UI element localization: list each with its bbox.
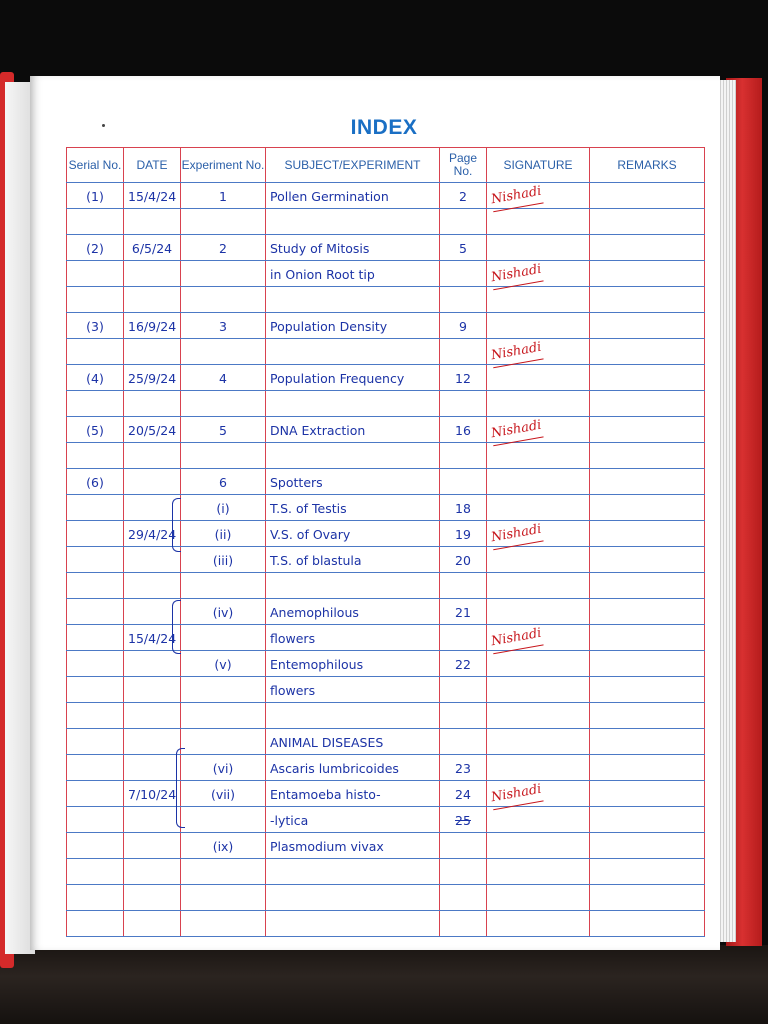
entry-date	[124, 677, 181, 703]
teacher-signature: Nishadi	[489, 181, 543, 212]
subject-text: flowers	[266, 625, 440, 651]
table-row	[67, 651, 705, 677]
serial-number: (3)	[67, 313, 124, 339]
serial-number	[67, 729, 124, 755]
entry-date	[124, 261, 181, 287]
table-row	[67, 365, 705, 391]
entry-date: 7/10/24	[124, 781, 181, 807]
table-row	[67, 573, 705, 599]
serial-number	[67, 625, 124, 651]
subject-text: ANIMAL DISEASES	[266, 729, 440, 755]
entry-date	[124, 651, 181, 677]
experiment-number	[181, 573, 266, 599]
subject-text: Population Frequency	[266, 365, 440, 391]
subject-text	[266, 911, 440, 937]
page-number: 18	[440, 495, 487, 521]
experiment-number	[181, 859, 266, 885]
table-row	[67, 521, 705, 547]
experiment-number	[181, 807, 266, 833]
experiment-number: 4	[181, 365, 266, 391]
signature-cell	[487, 339, 590, 365]
serial-number: (4)	[67, 365, 124, 391]
entry-date	[124, 807, 181, 833]
page-number: 9	[440, 313, 487, 339]
table-row	[67, 391, 705, 417]
teacher-signature: Nishadi	[489, 415, 543, 446]
signature-cell	[487, 833, 590, 859]
serial-number	[67, 287, 124, 313]
remarks-cell	[590, 911, 705, 937]
table-row	[67, 599, 705, 625]
subject-text: Study of Mitosis	[266, 235, 440, 261]
signature-cell	[487, 313, 590, 339]
table-row	[67, 547, 705, 573]
serial-number	[67, 209, 124, 235]
entry-date: 25/9/24	[124, 365, 181, 391]
remarks-cell	[590, 651, 705, 677]
remarks-cell	[590, 521, 705, 547]
signature-cell	[487, 521, 590, 547]
subject-text: Entemophilous	[266, 651, 440, 677]
serial-number	[67, 885, 124, 911]
entry-date	[124, 469, 181, 495]
serial-number	[67, 495, 124, 521]
experiment-number	[181, 339, 266, 365]
remarks-cell	[590, 339, 705, 365]
subject-text: V.S. of Ovary	[266, 521, 440, 547]
serial-number	[67, 755, 124, 781]
entry-date	[124, 703, 181, 729]
page-number	[440, 833, 487, 859]
col-remarks: REMARKS	[590, 148, 705, 183]
signature-cell	[487, 651, 590, 677]
signature-cell	[487, 729, 590, 755]
subject-text: Pollen Germination	[266, 183, 440, 209]
remarks-cell	[590, 261, 705, 287]
signature-cell	[487, 885, 590, 911]
page-number: 16	[440, 417, 487, 443]
remarks-cell	[590, 287, 705, 313]
signature-cell	[487, 469, 590, 495]
teacher-signature: Nishadi	[489, 519, 543, 550]
table-row	[67, 183, 705, 209]
remarks-cell	[590, 833, 705, 859]
serial-number	[67, 859, 124, 885]
subject-text	[266, 573, 440, 599]
experiment-number	[181, 209, 266, 235]
subject-text	[266, 287, 440, 313]
subject-text: Ascaris lumbricoides	[266, 755, 440, 781]
table-row	[67, 287, 705, 313]
serial-number	[67, 547, 124, 573]
page-number	[440, 287, 487, 313]
subject-text: T.S. of blastula	[266, 547, 440, 573]
entry-date: 15/4/24	[124, 183, 181, 209]
experiment-number: (iv)	[181, 599, 266, 625]
signature-cell	[487, 495, 590, 521]
experiment-number	[181, 443, 266, 469]
remarks-cell	[590, 859, 705, 885]
page-number: 19	[440, 521, 487, 547]
table-row	[67, 885, 705, 911]
remarks-cell	[590, 495, 705, 521]
signature-cell	[487, 599, 590, 625]
experiment-number: (vii)	[181, 781, 266, 807]
col-experiment: Experiment No.	[181, 148, 266, 183]
table-row	[67, 729, 705, 755]
experiment-number	[181, 391, 266, 417]
experiment-number: 6	[181, 469, 266, 495]
table-row	[67, 261, 705, 287]
subject-text: Spotters	[266, 469, 440, 495]
signature-cell	[487, 261, 590, 287]
entry-date	[124, 729, 181, 755]
teacher-signature: Nishadi	[489, 779, 543, 810]
table-row	[67, 313, 705, 339]
subject-text	[266, 443, 440, 469]
entry-date: 6/5/24	[124, 235, 181, 261]
subject-text: -lytica	[266, 807, 440, 833]
entry-date: 20/5/24	[124, 417, 181, 443]
page-number	[440, 469, 487, 495]
table-row	[67, 469, 705, 495]
experiment-number	[181, 287, 266, 313]
page-number: 25	[440, 807, 487, 833]
experiment-number: (vi)	[181, 755, 266, 781]
entry-date: 29/4/24	[124, 521, 181, 547]
page-number	[440, 703, 487, 729]
subject-text: Plasmodium vivax	[266, 833, 440, 859]
subject-text	[266, 209, 440, 235]
signature-cell	[487, 391, 590, 417]
serial-number	[67, 677, 124, 703]
experiment-number: 2	[181, 235, 266, 261]
page-title: INDEX	[350, 116, 418, 139]
entry-date	[124, 339, 181, 365]
signature-cell	[487, 417, 590, 443]
experiment-number	[181, 729, 266, 755]
page-number	[440, 443, 487, 469]
serial-number	[67, 339, 124, 365]
experiment-number	[181, 703, 266, 729]
signature-cell	[487, 547, 590, 573]
page-number	[440, 573, 487, 599]
entry-date	[124, 911, 181, 937]
serial-number	[67, 443, 124, 469]
remarks-cell	[590, 469, 705, 495]
experiment-number	[181, 677, 266, 703]
table-row	[67, 417, 705, 443]
serial-number	[67, 911, 124, 937]
serial-number: (2)	[67, 235, 124, 261]
table-row	[67, 235, 705, 261]
teacher-signature: Nishadi	[489, 259, 543, 290]
page-number: 12	[440, 365, 487, 391]
teacher-signature: Nishadi	[489, 623, 543, 654]
serial-number	[67, 573, 124, 599]
col-serial: Serial No.	[67, 148, 124, 183]
subject-text: flowers	[266, 677, 440, 703]
remarks-cell	[590, 677, 705, 703]
index-table	[66, 147, 705, 937]
experiment-number: (ix)	[181, 833, 266, 859]
page-number	[440, 729, 487, 755]
subject-text: in Onion Root tip	[266, 261, 440, 287]
remarks-cell	[590, 807, 705, 833]
page-number	[440, 677, 487, 703]
subject-text	[266, 885, 440, 911]
experiment-number: 1	[181, 183, 266, 209]
page-number	[440, 885, 487, 911]
remarks-cell	[590, 183, 705, 209]
serial-number: (1)	[67, 183, 124, 209]
entry-date	[124, 859, 181, 885]
experiment-number	[181, 261, 266, 287]
serial-number	[67, 261, 124, 287]
serial-number	[67, 703, 124, 729]
remarks-cell	[590, 573, 705, 599]
table-row	[67, 443, 705, 469]
page-number	[440, 625, 487, 651]
serial-number: (5)	[67, 417, 124, 443]
serial-number	[67, 781, 124, 807]
page-number: 21	[440, 599, 487, 625]
signature-cell	[487, 677, 590, 703]
col-signature: SIGNATURE	[487, 148, 590, 183]
experiment-number: (i)	[181, 495, 266, 521]
experiment-number: (ii)	[181, 521, 266, 547]
remarks-cell	[590, 755, 705, 781]
table-row	[67, 755, 705, 781]
remarks-cell	[590, 365, 705, 391]
page-number: 20	[440, 547, 487, 573]
experiment-number	[181, 885, 266, 911]
entry-date	[124, 443, 181, 469]
signature-cell	[487, 807, 590, 833]
subject-text	[266, 391, 440, 417]
bracket-group-1	[172, 498, 181, 552]
remarks-cell	[590, 547, 705, 573]
page-number	[440, 339, 487, 365]
page-number	[440, 391, 487, 417]
page-number: 2	[440, 183, 487, 209]
signature-cell	[487, 755, 590, 781]
signature-cell	[487, 287, 590, 313]
remarks-cell	[590, 209, 705, 235]
table-row	[67, 625, 705, 651]
table-row	[67, 339, 705, 365]
teacher-signature: Nishadi	[489, 337, 543, 368]
serial-number	[67, 807, 124, 833]
page-number: 22	[440, 651, 487, 677]
subject-text: Anemophilous	[266, 599, 440, 625]
serial-number	[67, 521, 124, 547]
table-row	[67, 209, 705, 235]
entry-date	[124, 885, 181, 911]
entry-date	[124, 573, 181, 599]
entry-date	[124, 833, 181, 859]
entry-date: 16/9/24	[124, 313, 181, 339]
table-row	[67, 911, 705, 937]
signature-cell	[487, 781, 590, 807]
table-row	[67, 807, 705, 833]
subject-text: Population Density	[266, 313, 440, 339]
signature-cell	[487, 911, 590, 937]
signature-cell	[487, 703, 590, 729]
table-row	[67, 781, 705, 807]
subject-text	[266, 859, 440, 885]
header-row	[67, 148, 705, 183]
remarks-cell	[590, 729, 705, 755]
col-date: DATE	[124, 148, 181, 183]
serial-number	[67, 391, 124, 417]
page-number: 5	[440, 235, 487, 261]
subject-text: T.S. of Testis	[266, 495, 440, 521]
serial-number: (6)	[67, 469, 124, 495]
page-number	[440, 261, 487, 287]
experiment-number	[181, 625, 266, 651]
table-surface	[0, 945, 768, 1024]
bracket-group-3	[176, 748, 185, 828]
remarks-cell	[590, 313, 705, 339]
signature-cell	[487, 209, 590, 235]
experiment-number: (iii)	[181, 547, 266, 573]
signature-cell	[487, 443, 590, 469]
signature-cell	[487, 625, 590, 651]
table-row	[67, 703, 705, 729]
signature-cell	[487, 573, 590, 599]
page-number: 23	[440, 755, 487, 781]
entry-date	[124, 287, 181, 313]
signature-cell	[487, 235, 590, 261]
remarks-cell	[590, 625, 705, 651]
table-row	[67, 833, 705, 859]
remarks-cell	[590, 417, 705, 443]
serial-number	[67, 651, 124, 677]
remarks-cell	[590, 391, 705, 417]
signature-cell	[487, 365, 590, 391]
remarks-cell	[590, 781, 705, 807]
serial-number	[67, 599, 124, 625]
table-row	[67, 677, 705, 703]
col-subject: SUBJECT/EXPERIMENT	[266, 148, 440, 183]
subject-text: Entamoeba histo-	[266, 781, 440, 807]
remarks-cell	[590, 885, 705, 911]
subject-text: DNA Extraction	[266, 417, 440, 443]
experiment-number: (v)	[181, 651, 266, 677]
remarks-cell	[590, 599, 705, 625]
table-row	[67, 495, 705, 521]
entry-date	[124, 391, 181, 417]
subject-text	[266, 703, 440, 729]
page-number	[440, 209, 487, 235]
remarks-cell	[590, 235, 705, 261]
experiment-number: 3	[181, 313, 266, 339]
page-number	[440, 911, 487, 937]
bracket-group-2	[172, 600, 181, 654]
entry-date	[124, 755, 181, 781]
table-row	[67, 859, 705, 885]
page-number: 24	[440, 781, 487, 807]
serial-number	[67, 833, 124, 859]
page-number	[440, 859, 487, 885]
col-page: Page No.	[440, 148, 487, 183]
experiment-number	[181, 911, 266, 937]
entry-date	[124, 547, 181, 573]
signature-cell	[487, 859, 590, 885]
signature-cell	[487, 183, 590, 209]
entry-date: 15/4/24	[124, 625, 181, 651]
remarks-cell	[590, 703, 705, 729]
entry-date	[124, 209, 181, 235]
remarks-cell	[590, 443, 705, 469]
subject-text	[266, 339, 440, 365]
experiment-number: 5	[181, 417, 266, 443]
